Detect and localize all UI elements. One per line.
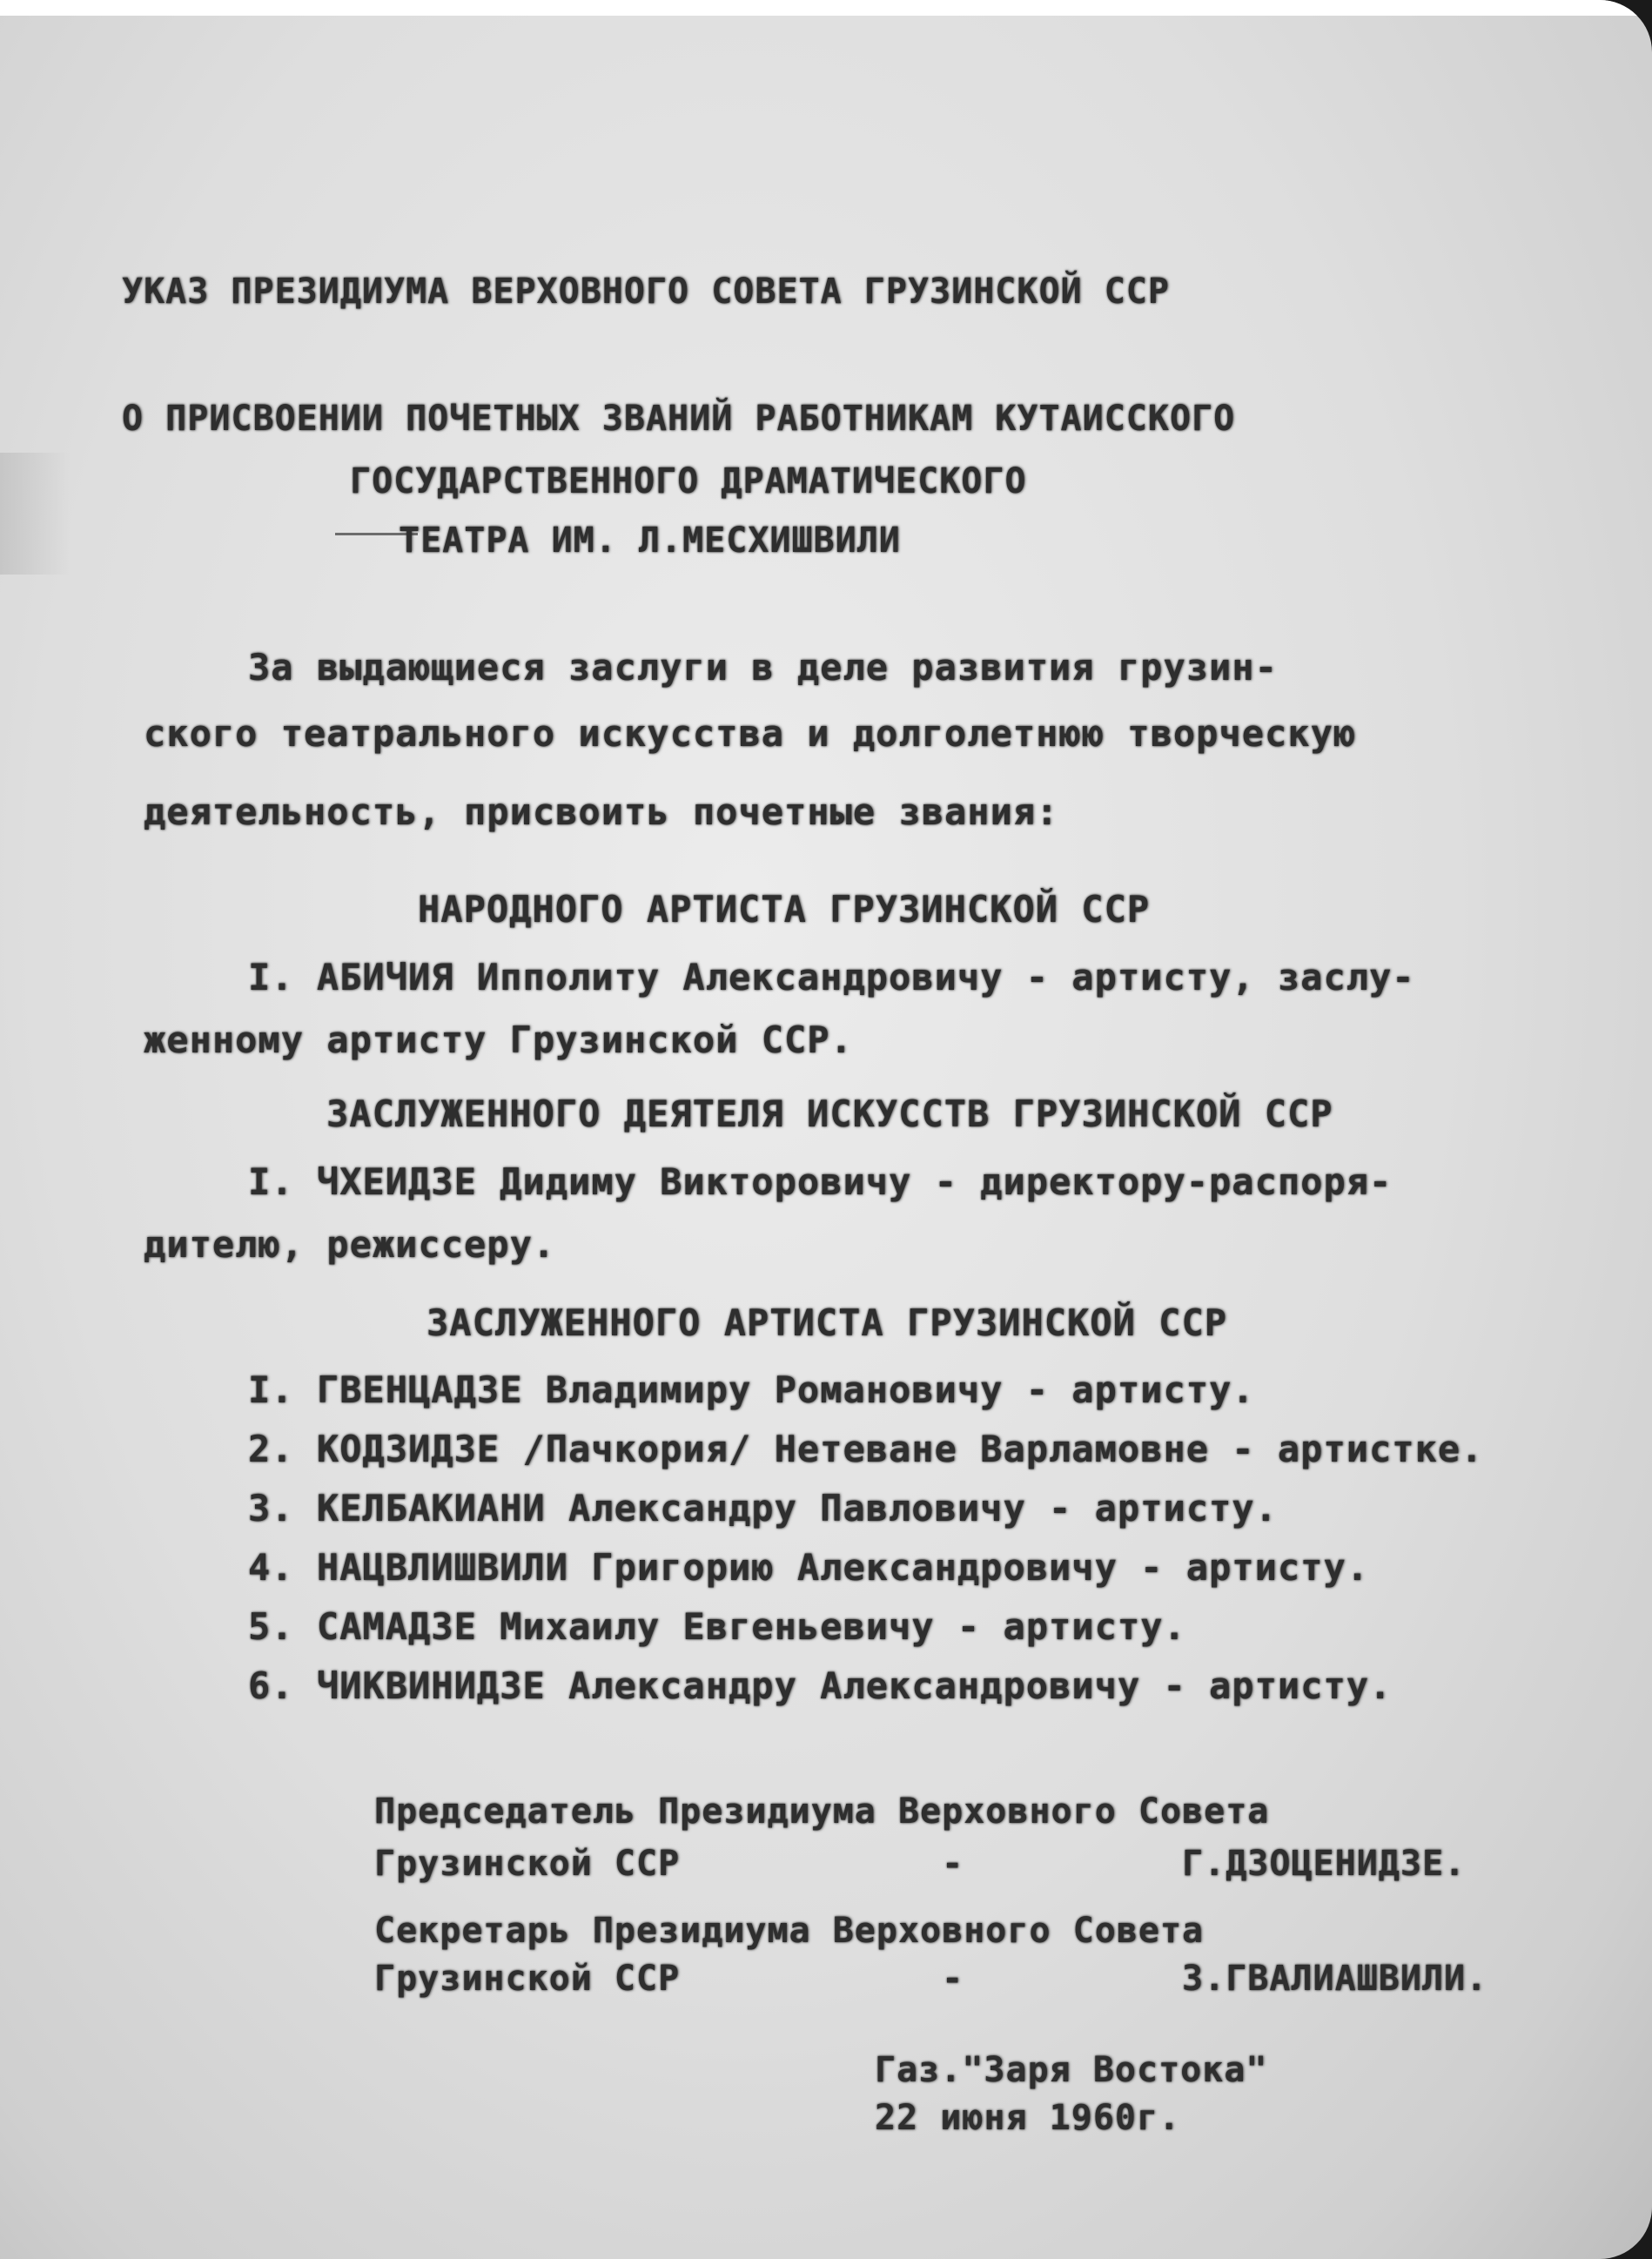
honored-artist-item-6: 6. ЧИКВИНИДЗЕ Александру Александровичу - артисту. — [248, 1664, 1393, 1707]
chairman-title: Председатель Президиума Верховного Совета — [374, 1792, 1270, 1832]
section-title-honored-arts-worker: ЗАСЛУЖЕННОГО ДЕЯТЕЛЯ ИСКУССТВ ГРУЗИНСКОЙ ССР — [326, 1093, 1333, 1135]
decree-header: УКАЗ ПРЕЗИДИУМА ВЕРХОВНОГО СОВЕТА ГРУЗИНСКОЙ ССР — [122, 272, 1170, 312]
decree-subject-line-3: ТЕАТРА ИМ. Л.МЕСХИШВИЛИ — [399, 521, 901, 561]
chairman-signature: Грузинской ССР - Г.ДЗОЦЕНИДЗЕ. — [374, 1844, 1467, 1884]
honored-artist-item-4: 4. НАЦВЛИШВИЛИ Григорию Александровичу - артисту. — [248, 1546, 1370, 1589]
honored-arts-worker-line-2: дителю, режиссеру. — [144, 1223, 556, 1266]
source-date: 22 июня 1960г. — [875, 2098, 1181, 2138]
secretary-title: Секретарь Президиума Верховного Совета — [374, 1911, 1205, 1951]
honored-artist-item-5: 5. САМАДЗЕ Михаилу Евгеньевичу - артисту. — [248, 1605, 1186, 1648]
section-title-honored-artist: ЗАСЛУЖЕННОГО АРТИСТА ГРУЗИНСКОЙ ССР — [426, 1301, 1228, 1344]
section-title-peoples-artist: НАРОДНОГО АРТИСТА ГРУЗИНСКОЙ ССР — [418, 888, 1151, 931]
paper-top-edge — [0, 0, 1652, 16]
decree-subject-line-1: О ПРИСВОЕНИИ ПОЧЕТНЫХ ЗВАНИЙ РАБОТНИКАМ КУТАИССКОГО — [122, 399, 1236, 439]
honored-artist-item-1: I. ГВЕНЦАДЗЕ Владимиру Романовичу - артисту. — [248, 1368, 1255, 1411]
honored-artist-item-3: 3. КЕЛБАКИАНИ Александру Павловичу - артисту. — [248, 1487, 1278, 1530]
source-newspaper: Газ."Заря Востока" — [875, 2050, 1268, 2090]
honored-arts-worker-line-1: I. ЧХЕИДЗЕ Дидиму Викторовичу - директору-распоря- — [248, 1160, 1393, 1203]
preamble-line-2: ского театрального искусства и долголетнюю творческую — [144, 712, 1357, 755]
peoples-artist-line-1: I. АБИЧИЯ Ипполиту Александровичу - артисту, заслу- — [248, 956, 1415, 998]
secretary-signature: Грузинской ССР - З.ГВАЛИАШВИЛИ. — [374, 1959, 1488, 1999]
preamble-line-1: За выдающиеся заслуги в деле развития грузин- — [248, 646, 1278, 689]
peoples-artist-line-2: женному артисту Грузинской ССР. — [144, 1019, 853, 1061]
paper-crease — [0, 453, 70, 575]
decree-subject-line-2: ГОСУДАРСТВЕННОГО ДРАМАТИЧЕСКОГО — [350, 461, 1027, 501]
honored-artist-item-2: 2. КОДЗИДЗЕ /Пачкория/ Нетеване Варламовне - артистке. — [248, 1428, 1484, 1470]
preamble-line-3: деятельность, присвоить почетные звания: — [144, 790, 1059, 833]
